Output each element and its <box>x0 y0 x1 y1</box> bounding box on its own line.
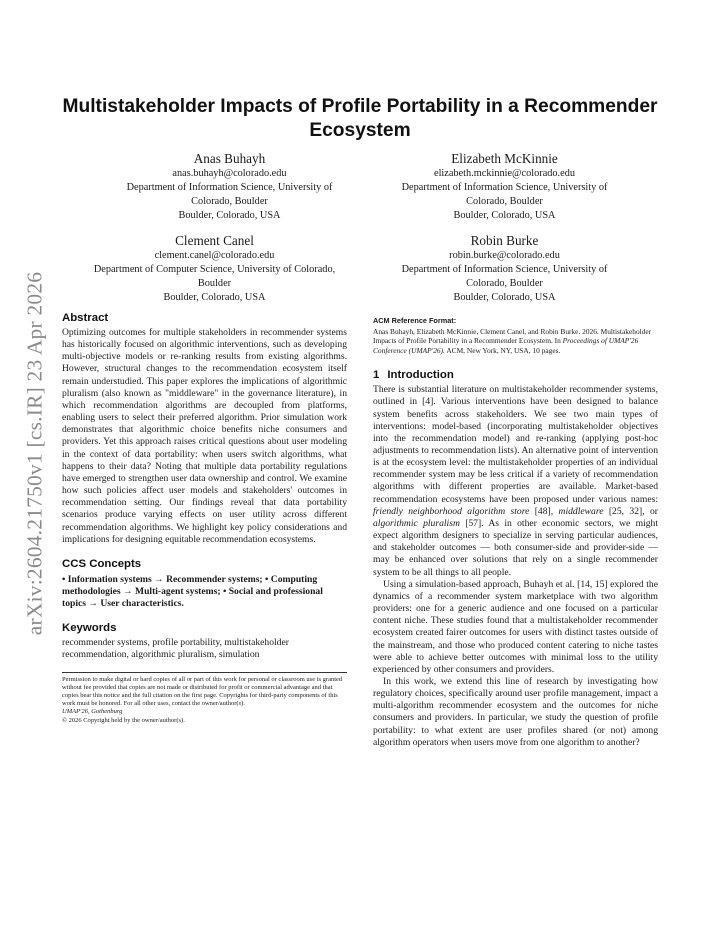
introduction-heading <box>373 369 658 381</box>
arxiv-stamp-text: arXiv:2604.21750v1 [cs.IR] 23 Apr 2026 <box>22 271 47 635</box>
section-title: Introduction <box>387 369 454 382</box>
author-email[interactable]: anas.buhayh@colorado.edu <box>172 168 287 179</box>
author-block <box>72 232 357 305</box>
intro-term: friendly neighborhood algorithm store <box>373 505 530 517</box>
author-name: Robin Burke <box>470 233 539 248</box>
paper-title: Multistakeholder Impacts of Profile Portability in a Recommender Ecosystem <box>62 96 658 141</box>
intro-term: middleware <box>558 505 604 517</box>
intro-term: algorithmic pluralism <box>373 517 460 529</box>
permission-block <box>62 672 347 725</box>
right-column <box>373 316 658 749</box>
author-affiliation: Department of Computer Science, University of Colorado, <box>93 264 336 275</box>
arxiv-stamp <box>20 263 50 643</box>
intro-text: There is substantial literature on multistakeholder recommender systems, outlined in [4]. Various interventions have been designed to balance system benefits across stakeholders. We see two main types of interventions: model-based (incorporating multistakeholder objectives into the recommendation model) and re-ranking (applying post-hoc adjustments to recommendation lists). An alternative point of intervention is at the ecosystem level: the multistakeholder properties of an individual recommender system may be less critical if a variety of recommendation algorithms with different properties are available. Market-based recommendation ecosystems have been proposed under various names: <box>373 384 658 505</box>
intro-citation: [48], <box>529 505 559 517</box>
author-block <box>87 150 372 223</box>
author-affiliation-cont: Colorado, Boulder <box>191 196 268 207</box>
keywords-heading: Keywords <box>62 622 117 635</box>
copyright-text: © 2026 Copyright held by the owner/author(s). <box>62 716 185 724</box>
author-email[interactable]: clement.canel@colorado.edu <box>154 250 275 261</box>
author-location: Boulder, Colorado, USA <box>178 210 281 221</box>
author-affiliation-cont: Colorado, Boulder <box>466 278 543 289</box>
intro-paragraph: In this work, we extend this line of research by investigating how regulatory choices, specifically around user profile management, impact a multi-algorithm recommender ecosystem and the outcomes for niche consumers and providers. In particular, we study the question of profile portability: to what extent are user profiles shared (or not) among algorithm operators when users move from one algorithm to another? <box>373 675 658 748</box>
ccs-heading: CCS Concepts <box>62 557 142 570</box>
abstract-heading: Abstract <box>62 312 109 324</box>
intro-citation: [25, 32], or <box>603 505 659 517</box>
author-name: Elizabeth McKinnie <box>451 151 558 166</box>
author-affiliation: Department of Information Science, University of <box>126 182 333 193</box>
author-location: Boulder, Colorado, USA <box>163 292 266 303</box>
ccs-text: • Information systems → Recommender systems; • Computing methodologies → Multi-agent systems; • Social and professional topics → User characteristics. <box>62 573 323 610</box>
author-block <box>362 232 647 305</box>
section-number: 1 <box>373 369 380 382</box>
author-email[interactable]: elizabeth.mckinnie@colorado.edu <box>434 168 575 179</box>
author-affiliation-cont: Boulder <box>197 278 232 289</box>
author-name: Anas Buhayh <box>193 151 266 166</box>
intro-paragraph <box>373 384 658 579</box>
keywords-text: recommender systems, profile portability, multistakeholder recommendation, algorithmic pluralism, simulation <box>62 637 289 661</box>
author-name: Clement Canel <box>175 233 254 248</box>
acm-reference-authors: Anas Buhayh, Elizabeth McKinnie, Clement Canel, and Robin Burke. 2026. Multistakeholder Impacts of Profile Portability in a Recommender Ecosystem. In <box>373 327 652 346</box>
author-email[interactable]: robin.burke@colorado.edu <box>449 250 560 261</box>
permission-text: Permission to make digital or hard copies of all or part of this work for personal or classroom use is granted without fee provided that copies are not made or distributed for profit or commercial advantage and that copies bear this notice and the full citation on the first page. Copyrights for third-party components of this work must be honored. For all other uses, contact the owner/author(s). <box>62 675 343 708</box>
acm-reference-heading: ACM Reference Format: <box>373 316 457 325</box>
author-affiliation: Department of Information Science, University of <box>401 182 608 193</box>
intro-text: [57]. As in other economic sectors, we might expect algorithm designers to specialize in serving particular audiences, and stakeholder outcomes — both consumer-side and provider-side — may be enhanced over solutions that rely on a single recommender system to be all things to all people. <box>373 517 659 578</box>
left-column <box>62 312 347 725</box>
author-block <box>362 150 647 223</box>
acm-reference-publisher: ACM, New York, NY, USA, 10 pages. <box>444 345 561 355</box>
footnote-rule <box>62 672 347 673</box>
author-affiliation-cont: Colorado, Boulder <box>466 196 543 207</box>
author-location: Boulder, Colorado, USA <box>453 210 556 221</box>
author-affiliation: Department of Information Science, University of <box>401 264 608 275</box>
abstract-text: Optimizing outcomes for multiple stakeholders in recommender systems has historically focused on algorithmic interventions, such as developing multi-objective models or re-ranking results from existing algorithms. However, structural changes to the recommendation ecosystem itself remain understudied. This paper explores the implications of algorithmic pluralism (also known as "middleware" in the governance literature), in which recommendation algorithms are decoupled from platforms, enabling users to select their preferred algorithm. Prior simulation work demonstrates that algorithmic choice benefits niche consumers and providers. Yet this approach raises critical questions about user modeling in the context of data portability: when users switch algorithms, what happens to their data? Noting that multiple data portability regulations have emerged to strengthen user data ownership and control. We examine how such policies affect user models and stakeholders' outcomes in recommendation setting. Our findings reveal that data portability scenarios produce varying effects on user utility across different recommendation algorithms. We highlight key policy considerations and implications for designing equitable recommendation ecosystems. <box>62 327 347 545</box>
acm-reference-proceedings: Proceedings of UMAP'26 Conference (UMAP'26). <box>373 336 639 355</box>
intro-paragraph: Using a simulation-based approach, Buhayh et al. [14, 15] explored the dynamics of a recommender system marketplace with two algorithm providers: one for a generic audience and one focused on a particular content niche. These studies found that a multistakeholder recommender ecosystem created fairer outcomes for users with distinct tastes outside of the mainstream, and those who produced content catering to niche tastes were able to achieve better outcomes with minimal loss to the utility experienced by other consumers and providers. <box>373 578 658 675</box>
venue-text: UMAP'26, Gothenburg <box>62 708 123 716</box>
author-location: Boulder, Colorado, USA <box>453 292 556 303</box>
acm-reference-text <box>373 327 658 355</box>
